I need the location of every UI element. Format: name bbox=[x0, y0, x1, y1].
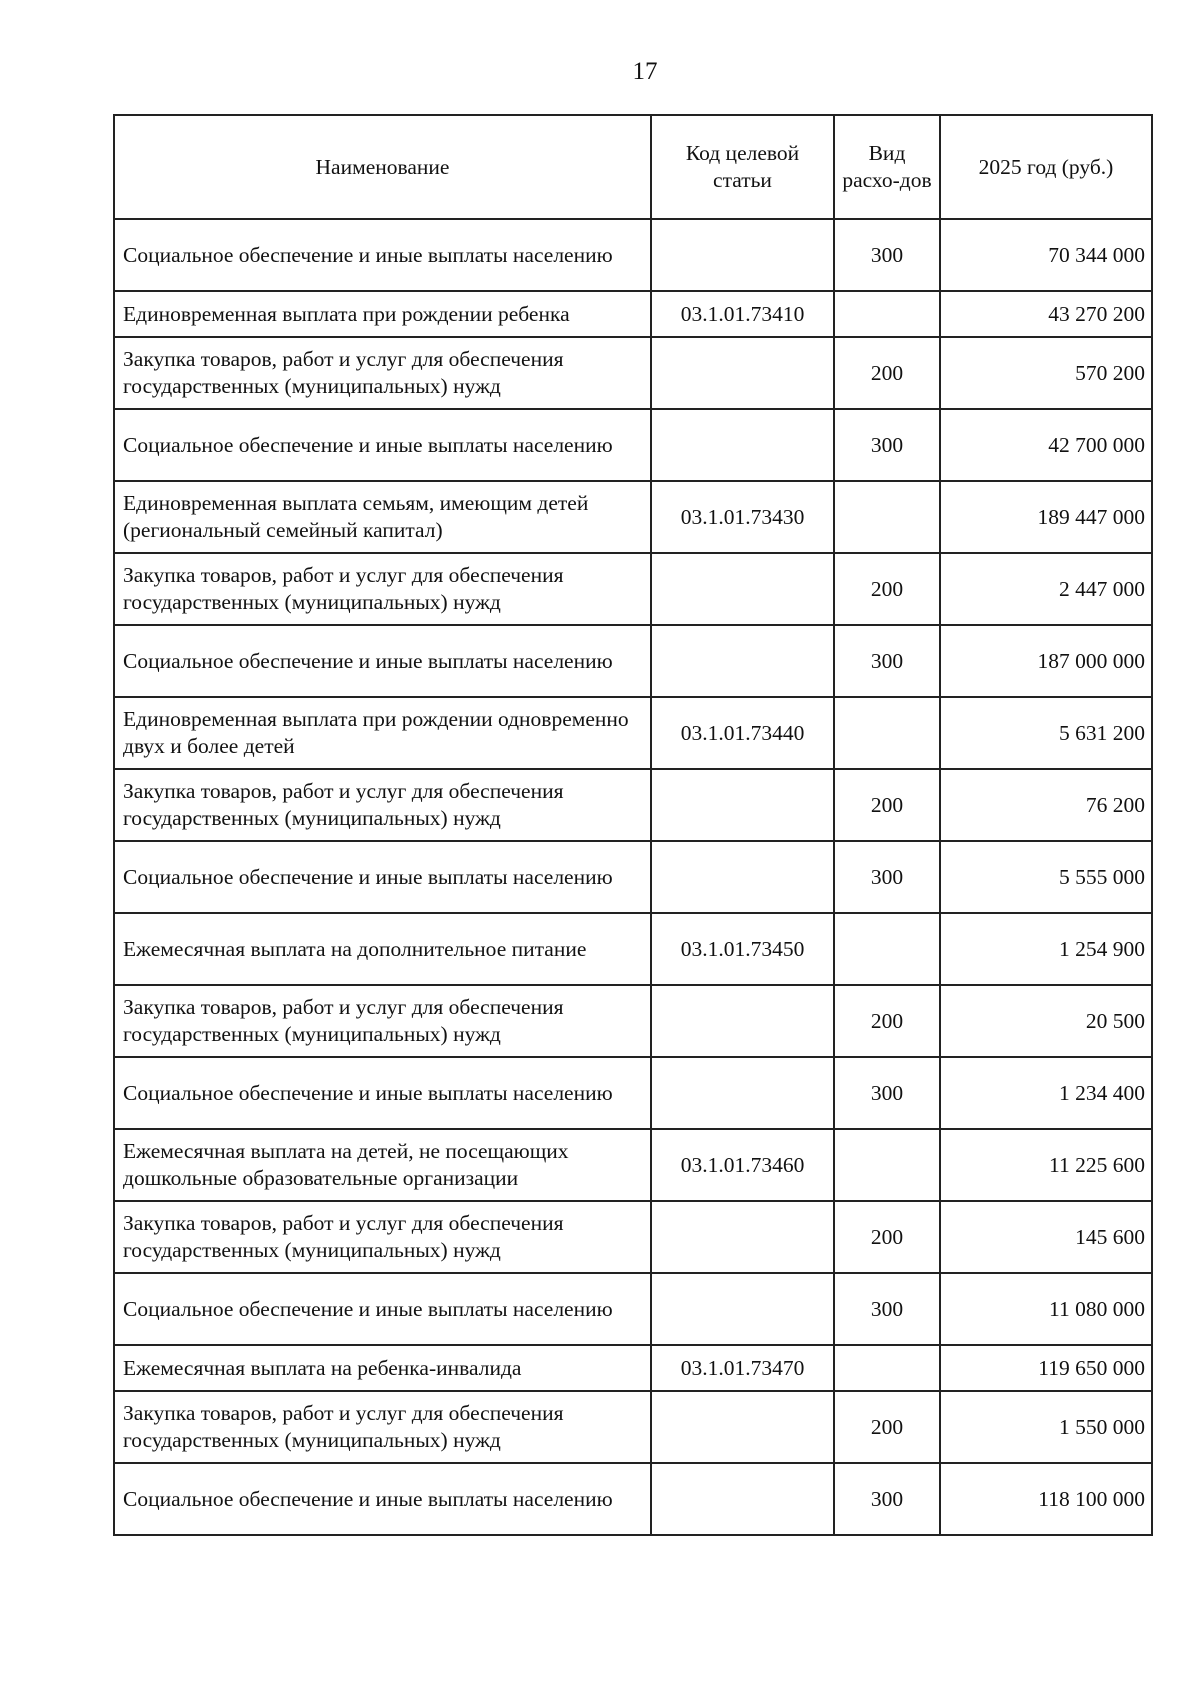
cell-amount: 119 650 000 bbox=[940, 1345, 1152, 1391]
cell-amount: 2 447 000 bbox=[940, 553, 1152, 625]
cell-amount: 187 000 000 bbox=[940, 625, 1152, 697]
cell-code bbox=[651, 1201, 834, 1273]
cell-amount: 1 550 000 bbox=[940, 1391, 1152, 1463]
cell-code bbox=[651, 1057, 834, 1129]
cell-amount: 189 447 000 bbox=[940, 481, 1152, 553]
cell-name: Закупка товаров, работ и услуг для обеспечения государственных (муниципальных) нужд bbox=[114, 553, 651, 625]
cell-name: Социальное обеспечение и иные выплаты населению bbox=[114, 1463, 651, 1535]
cell-amount: 20 500 bbox=[940, 985, 1152, 1057]
table-row bbox=[114, 291, 1152, 337]
cell-name: Закупка товаров, работ и услуг для обеспечения государственных (муниципальных) нужд bbox=[114, 337, 651, 409]
cell-kind: 200 bbox=[834, 985, 940, 1057]
page-number: 17 bbox=[632, 58, 658, 85]
table-row bbox=[114, 1345, 1152, 1391]
table-row bbox=[114, 769, 1152, 841]
cell-kind: 300 bbox=[834, 1057, 940, 1129]
cell-code bbox=[651, 553, 834, 625]
cell-kind bbox=[834, 1345, 940, 1391]
cell-amount: 70 344 000 bbox=[940, 219, 1152, 291]
header-code: Код целевой статьи bbox=[651, 115, 834, 219]
table-row bbox=[114, 337, 1152, 409]
table-row bbox=[114, 841, 1152, 913]
cell-name: Социальное обеспечение и иные выплаты населению bbox=[114, 625, 651, 697]
cell-code: 03.1.01.73410 bbox=[651, 291, 834, 337]
cell-code bbox=[651, 841, 834, 913]
table-row bbox=[114, 219, 1152, 291]
cell-code bbox=[651, 625, 834, 697]
header-name: Наименование bbox=[114, 115, 651, 219]
cell-kind: 300 bbox=[834, 625, 940, 697]
table-row bbox=[114, 1273, 1152, 1345]
cell-amount: 5 631 200 bbox=[940, 697, 1152, 769]
table-row bbox=[114, 913, 1152, 985]
cell-kind: 300 bbox=[834, 219, 940, 291]
cell-kind bbox=[834, 481, 940, 553]
header-amount: 2025 год (руб.) bbox=[940, 115, 1152, 219]
table-row bbox=[114, 625, 1152, 697]
table-body bbox=[114, 219, 1152, 1535]
cell-amount: 1 234 400 bbox=[940, 1057, 1152, 1129]
cell-kind bbox=[834, 1129, 940, 1201]
cell-amount: 118 100 000 bbox=[940, 1463, 1152, 1535]
table-header-row bbox=[114, 115, 1152, 219]
cell-code bbox=[651, 1273, 834, 1345]
cell-name: Ежемесячная выплата на детей, не посещающих дошкольные образовательные организации bbox=[114, 1129, 651, 1201]
cell-name: Социальное обеспечение и иные выплаты населению bbox=[114, 1057, 651, 1129]
header-kind: Вид расхо-дов bbox=[834, 115, 940, 219]
cell-kind: 200 bbox=[834, 769, 940, 841]
cell-amount: 42 700 000 bbox=[940, 409, 1152, 481]
cell-code: 03.1.01.73460 bbox=[651, 1129, 834, 1201]
cell-amount: 5 555 000 bbox=[940, 841, 1152, 913]
cell-code bbox=[651, 769, 834, 841]
cell-kind: 300 bbox=[834, 1463, 940, 1535]
cell-name: Закупка товаров, работ и услуг для обеспечения государственных (муниципальных) нужд bbox=[114, 1391, 651, 1463]
cell-code bbox=[651, 409, 834, 481]
cell-name: Социальное обеспечение и иные выплаты населению bbox=[114, 409, 651, 481]
cell-code: 03.1.01.73440 bbox=[651, 697, 834, 769]
table-row bbox=[114, 1057, 1152, 1129]
cell-kind: 200 bbox=[834, 337, 940, 409]
table-row bbox=[114, 1129, 1152, 1201]
cell-name: Единовременная выплата семьям, имеющим детей (региональный семейный капитал) bbox=[114, 481, 651, 553]
cell-name: Ежемесячная выплата на ребенка-инвалида bbox=[114, 1345, 651, 1391]
cell-name: Закупка товаров, работ и услуг для обеспечения государственных (муниципальных) нужд bbox=[114, 769, 651, 841]
cell-amount: 11 225 600 bbox=[940, 1129, 1152, 1201]
cell-code bbox=[651, 219, 834, 291]
cell-code: 03.1.01.73450 bbox=[651, 913, 834, 985]
cell-kind: 300 bbox=[834, 841, 940, 913]
cell-amount: 145 600 bbox=[940, 1201, 1152, 1273]
cell-name: Закупка товаров, работ и услуг для обеспечения государственных (муниципальных) нужд bbox=[114, 985, 651, 1057]
cell-code bbox=[651, 337, 834, 409]
table-row bbox=[114, 1391, 1152, 1463]
cell-kind: 300 bbox=[834, 1273, 940, 1345]
cell-amount: 11 080 000 bbox=[940, 1273, 1152, 1345]
table-row bbox=[114, 481, 1152, 553]
cell-code bbox=[651, 1391, 834, 1463]
cell-kind bbox=[834, 697, 940, 769]
cell-kind: 200 bbox=[834, 1201, 940, 1273]
cell-code bbox=[651, 1463, 834, 1535]
table-row bbox=[114, 409, 1152, 481]
cell-name: Единовременная выплата при рождении ребенка bbox=[114, 291, 651, 337]
cell-amount: 43 270 200 bbox=[940, 291, 1152, 337]
cell-amount: 570 200 bbox=[940, 337, 1152, 409]
cell-kind bbox=[834, 291, 940, 337]
cell-code: 03.1.01.73430 bbox=[651, 481, 834, 553]
cell-name: Социальное обеспечение и иные выплаты населению bbox=[114, 1273, 651, 1345]
cell-name: Единовременная выплата при рождении одновременно двух и более детей bbox=[114, 697, 651, 769]
table-row bbox=[114, 1201, 1152, 1273]
budget-table bbox=[113, 114, 1153, 1536]
cell-amount: 76 200 bbox=[940, 769, 1152, 841]
cell-name: Ежемесячная выплата на дополнительное питание bbox=[114, 913, 651, 985]
cell-name: Закупка товаров, работ и услуг для обеспечения государственных (муниципальных) нужд bbox=[114, 1201, 651, 1273]
cell-kind: 200 bbox=[834, 1391, 940, 1463]
cell-name: Социальное обеспечение и иные выплаты населению bbox=[114, 841, 651, 913]
cell-code bbox=[651, 985, 834, 1057]
table-row bbox=[114, 553, 1152, 625]
cell-kind: 300 bbox=[834, 409, 940, 481]
cell-amount: 1 254 900 bbox=[940, 913, 1152, 985]
cell-code: 03.1.01.73470 bbox=[651, 1345, 834, 1391]
cell-kind: 200 bbox=[834, 553, 940, 625]
cell-kind bbox=[834, 913, 940, 985]
table-row bbox=[114, 697, 1152, 769]
table-row bbox=[114, 985, 1152, 1057]
cell-name: Социальное обеспечение и иные выплаты населению bbox=[114, 219, 651, 291]
table-row bbox=[114, 1463, 1152, 1535]
